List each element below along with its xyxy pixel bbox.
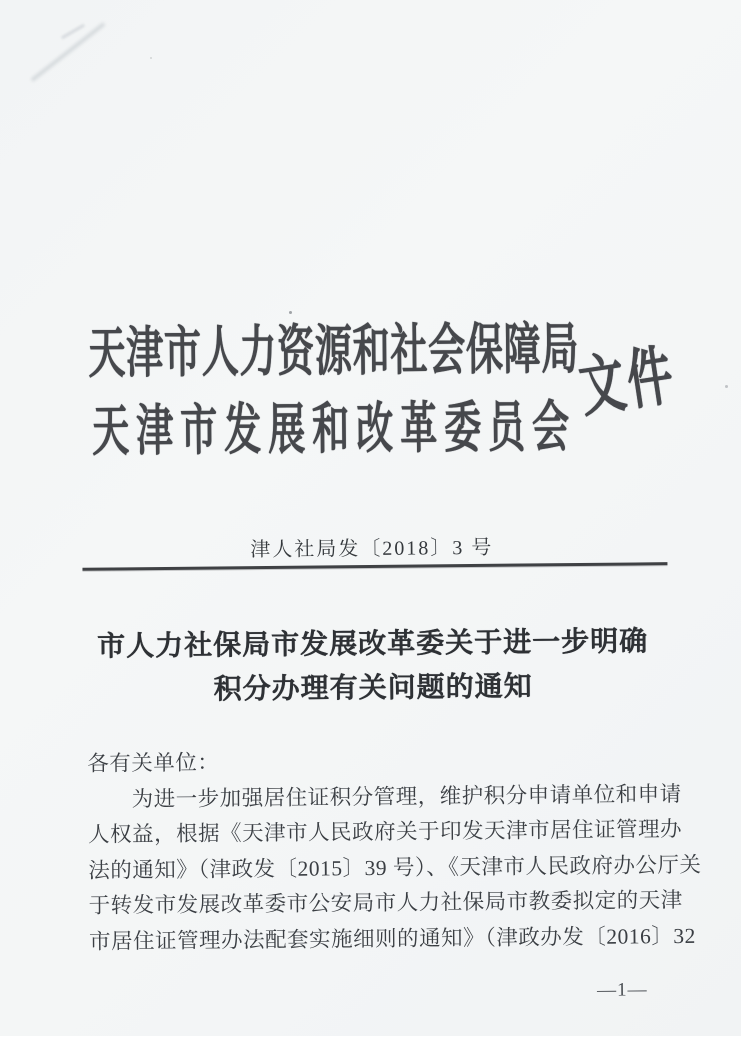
doc-title-line-2: 积分办理有关问题的通知 xyxy=(213,671,533,706)
agency-name-line-2: 天津市发展和改革委员会 xyxy=(91,397,570,464)
page-number: —1— xyxy=(596,979,648,1001)
body-line: 法的通知》（津政发〔2015〕39 号）、《天津市人民政府办公厅关 xyxy=(88,852,702,883)
body-line: 人权益，根据《天津市人民政府关于印发天津市居住证管理办 xyxy=(87,817,683,847)
body-line: 于转发市发展改革委市公安局市人力社保局市教委拟定的天津 xyxy=(88,888,683,918)
doc-title xyxy=(2,619,741,714)
salutation: 各有关单位： xyxy=(87,750,220,776)
letterhead-rule xyxy=(82,562,667,571)
body-line: 为进一步加强居住证积分管理，维护积分申请单位和申请 xyxy=(131,781,682,811)
doc-type-label: 文件 xyxy=(574,338,681,425)
body-paragraph xyxy=(87,741,702,960)
agency-name-line-1: 天津市人力资源和社会保障局 xyxy=(88,319,579,386)
doc-title-line-1: 市人力社保局市发展改革委关于进一步明确 xyxy=(97,626,649,663)
body-line: 市居住证管理办法配套实施细则的通知》（津政办发〔2016〕32 xyxy=(88,923,696,954)
doc-number: 津人社局发〔2018〕3 号 xyxy=(250,536,494,562)
